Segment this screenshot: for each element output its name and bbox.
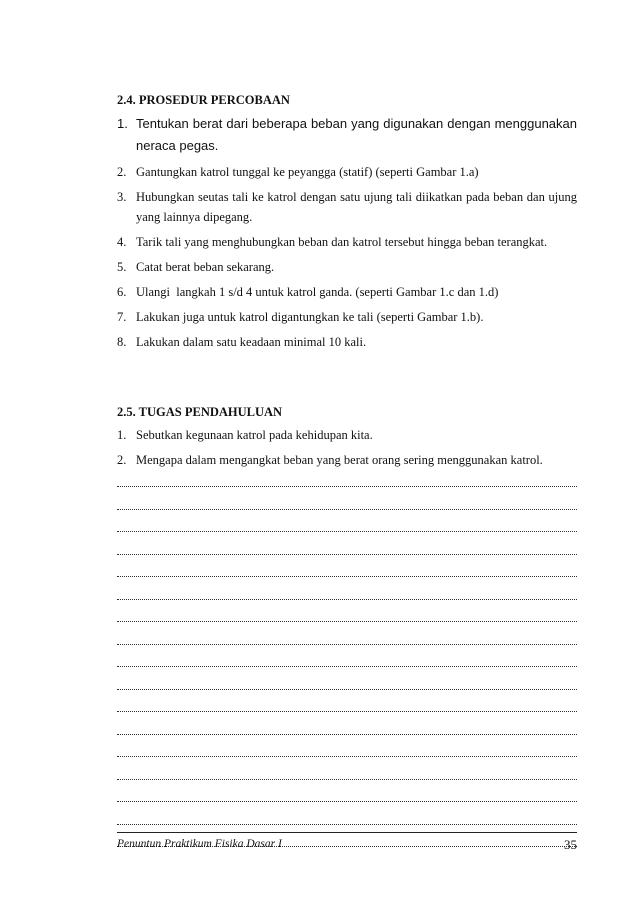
answer-line — [117, 632, 577, 655]
item-number: 4. — [117, 235, 127, 249]
item-number: 7. — [117, 310, 127, 324]
answer-line — [117, 699, 577, 722]
prosedur-item-7 — [117, 307, 577, 327]
item-number: 1. — [117, 428, 127, 442]
item-text: Tentukan berat dari beberapa beban yang digunakan dengan menggunakan neraca pegas. — [136, 116, 577, 153]
item-number: 6. — [117, 285, 127, 299]
answer-lines — [117, 474, 577, 857]
tugas-item-2 — [117, 450, 577, 470]
item-text: Sebutkan kegunaan katrol pada kehidupan kita. — [136, 428, 373, 442]
tugas-item-1 — [117, 425, 577, 445]
footer-title: Penuntun Praktikum Fisika Dasar I — [117, 838, 282, 850]
answer-line — [117, 587, 577, 610]
item-text: Lakukan juga untuk katrol digantungkan ke tali (seperti Gambar 1.b). — [136, 310, 484, 324]
prosedur-item-2 — [117, 162, 577, 182]
answer-line — [117, 767, 577, 790]
item-number: 2. — [117, 453, 127, 467]
item-number: 8. — [117, 335, 127, 349]
answer-line — [117, 474, 577, 497]
answer-line — [117, 519, 577, 542]
answer-line — [117, 677, 577, 700]
item-text: Mengapa dalam mengangkat beban yang berat orang sering menggunakan katrol. — [136, 453, 543, 467]
prosedur-item-4 — [117, 232, 577, 252]
prosedur-item-6 — [117, 282, 577, 302]
answer-line — [117, 497, 577, 520]
page-number: 35 — [564, 837, 577, 852]
item-text: Lakukan dalam satu keadaan minimal 10 kali. — [136, 335, 367, 349]
item-number: 5. — [117, 260, 127, 274]
answer-line — [117, 542, 577, 565]
answer-line — [117, 812, 577, 835]
answer-line — [117, 789, 577, 812]
answer-line — [117, 609, 577, 632]
item-text: Hubungkan seutas tali ke katrol dengan satu ujung tali diikatkan pada beban dan ujung yang lainnya dipegang. — [136, 190, 577, 224]
answer-line — [117, 744, 577, 767]
footer-rule — [117, 832, 577, 833]
item-text: Tarik tali yang menghubungkan beban dan katrol tersebut hingga beban terangkat. — [136, 235, 548, 249]
item-number: 3. — [117, 190, 127, 204]
answer-line — [117, 654, 577, 677]
prosedur-item-5 — [117, 257, 577, 277]
prosedur-item-3 — [117, 187, 577, 227]
page-content — [117, 92, 577, 857]
item-number: 1. — [117, 116, 128, 131]
answer-line — [117, 722, 577, 745]
item-text: Catat berat beban sekarang. — [136, 260, 275, 274]
prosedur-item-1 — [117, 113, 577, 157]
answer-line — [117, 564, 577, 587]
tugas-list — [117, 425, 577, 470]
item-text: Gantungkan katrol tunggal ke peyangga (statif) (seperti Gambar 1.a) — [136, 165, 479, 179]
prosedur-item-8 — [117, 332, 577, 352]
prosedur-list — [117, 113, 577, 352]
prosedur-heading: 2.4. PROSEDUR PERCOBAAN — [117, 93, 290, 107]
item-text: Ulangi langkah 1 s/d 4 untuk katrol ganda. (seperti Gambar 1.c dan 1.d) — [136, 285, 499, 299]
tugas-heading: 2.5. TUGAS PENDAHULUAN — [117, 405, 283, 419]
item-number: 2. — [117, 165, 127, 179]
